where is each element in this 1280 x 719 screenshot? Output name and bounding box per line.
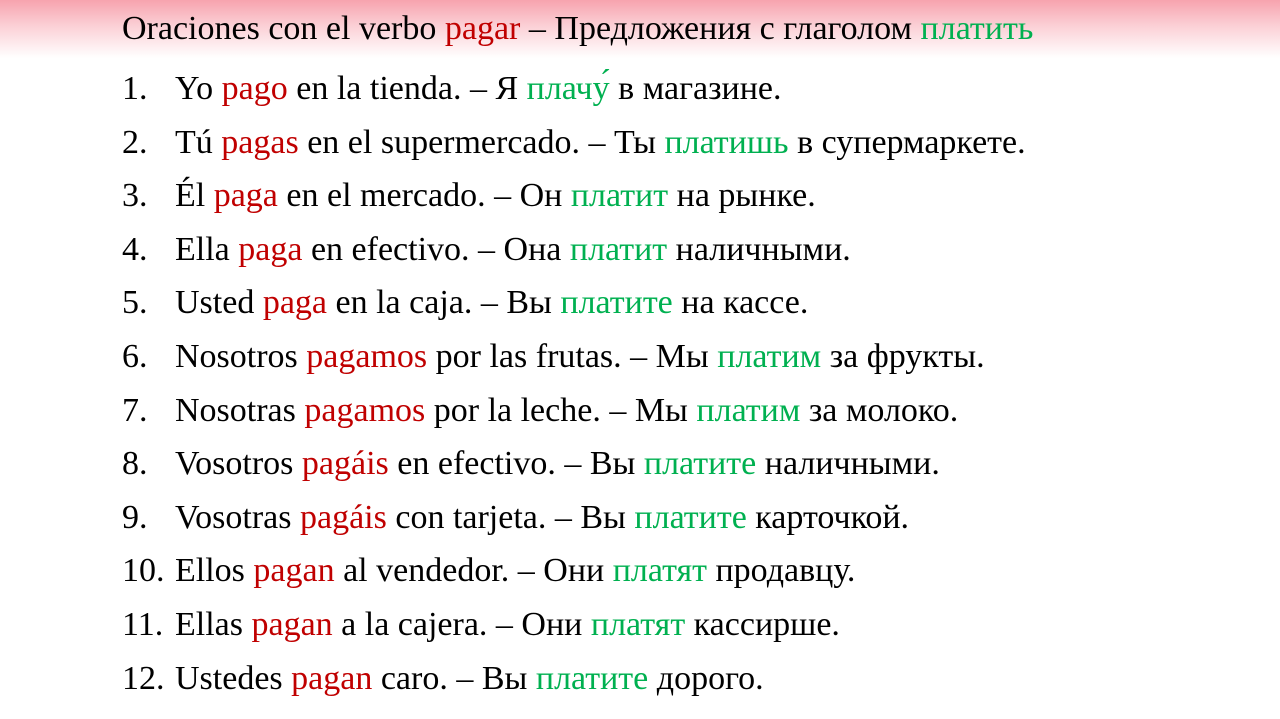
- spanish-subject: Vosotros: [175, 445, 302, 483]
- sentence-number: 11.: [122, 605, 164, 643]
- sentence-middle: en el mercado. – Он: [277, 177, 571, 215]
- spanish-verb: pagamos: [306, 337, 428, 375]
- russian-verb: платим: [717, 337, 822, 375]
- sentence-middle: en la tienda. – Я: [287, 70, 527, 107]
- title-spanish-part: Oraciones con el verbo: [122, 10, 445, 47]
- sentence-middle: en efectivo. – Вы: [388, 445, 644, 483]
- sentence-text: [175, 169, 816, 223]
- sentence-text: [175, 330, 985, 384]
- russian-verb: платит: [569, 230, 668, 268]
- sentence-text: [175, 652, 764, 706]
- spanish-subject: Él: [175, 177, 214, 215]
- sentence-text: [175, 223, 851, 277]
- russian-ending: в супермаркете.: [788, 123, 1026, 161]
- title-verb-russian: платить: [920, 10, 1034, 47]
- sentence-number: 7.: [122, 391, 148, 429]
- sentence-text: [175, 276, 808, 330]
- russian-verb: платите: [560, 284, 673, 322]
- sentence-text: [175, 544, 855, 598]
- spanish-subject: Ellas: [175, 605, 252, 643]
- spanish-subject: Ella: [175, 230, 239, 268]
- russian-verb: платит: [570, 177, 669, 215]
- slide-title: [122, 9, 1033, 49]
- sentence-middle: por las frutas. – Мы: [427, 337, 718, 375]
- spanish-verb: pagáis: [300, 498, 387, 536]
- sentence-middle: en efectivo. – Она: [302, 230, 570, 268]
- sentence-middle: en el supermercado. – Ты: [298, 123, 665, 161]
- sentence-number: 10.: [122, 552, 165, 590]
- russian-verb: плачу́: [526, 70, 610, 107]
- spanish-subject: Nosotros: [175, 337, 307, 375]
- sentence-middle: en la caja. – Вы: [327, 284, 561, 322]
- sentence-number: 12.: [122, 659, 165, 697]
- sentence-middle: al vendedor. – Они: [334, 552, 613, 590]
- russian-ending: кассирше.: [685, 605, 840, 643]
- spanish-verb: pagan: [291, 659, 373, 697]
- spanish-verb: pagáis: [301, 445, 389, 483]
- spanish-subject: Nosotras: [175, 391, 305, 429]
- sentence-text: [175, 437, 940, 491]
- spanish-subject: Usted: [175, 284, 263, 322]
- sentence-middle: caro. – Вы: [372, 659, 536, 697]
- sentence-number: 3.: [122, 177, 148, 215]
- spanish-verb: pagas: [221, 123, 299, 161]
- russian-ending: на рынке.: [668, 177, 816, 215]
- spanish-verb: paga: [262, 284, 328, 322]
- russian-verb: платим: [696, 391, 801, 429]
- russian-verb: платят: [590, 605, 686, 643]
- russian-ending: дорого.: [648, 659, 764, 697]
- russian-verb: платите: [634, 498, 747, 536]
- spanish-verb: pagamos: [304, 391, 426, 429]
- russian-ending: наличными.: [667, 230, 851, 268]
- sentence-text: [175, 116, 1026, 170]
- sentence-number: 4.: [122, 230, 148, 268]
- russian-verb: платите: [643, 445, 757, 483]
- sentence-text: [175, 598, 840, 652]
- russian-verb: платишь: [664, 123, 789, 161]
- sentence-number: 1.: [122, 70, 148, 107]
- russian-ending: на кассе.: [672, 284, 809, 322]
- spanish-subject: Ellos: [175, 552, 254, 590]
- spanish-subject: Yo: [175, 70, 222, 107]
- sentence-middle: por la leche. – Мы: [425, 391, 697, 429]
- sentence-number: 8.: [122, 445, 148, 483]
- title-russian-part: – Предложения с глаголом: [520, 10, 921, 47]
- russian-verb: платите: [535, 659, 649, 697]
- spanish-verb: pago: [221, 70, 288, 107]
- sentence-number: 9.: [122, 498, 148, 536]
- sentence-middle: con tarjeta. – Вы: [386, 498, 635, 536]
- sentence-text: [175, 62, 782, 116]
- russian-ending: в магазине.: [609, 70, 782, 107]
- russian-ending: за молоко.: [800, 391, 959, 429]
- russian-verb: платят: [612, 552, 707, 590]
- russian-ending: карточкой.: [746, 498, 910, 536]
- spanish-verb: paga: [213, 177, 278, 215]
- sentence-number: 5.: [122, 284, 148, 322]
- russian-ending: продавцу.: [706, 552, 856, 590]
- sentence-middle: a la cajera. – Они: [332, 605, 591, 643]
- spanish-subject: Ustedes: [175, 659, 292, 697]
- sentence-text: [175, 384, 958, 438]
- spanish-verb: pagan: [251, 605, 333, 643]
- sentence-number: 6.: [122, 337, 148, 375]
- sentence-text: [175, 491, 909, 545]
- title-verb-spanish: pagar: [444, 10, 521, 47]
- spanish-verb: pagan: [253, 552, 335, 590]
- russian-ending: наличными.: [756, 445, 940, 483]
- spanish-verb: paga: [238, 230, 303, 268]
- russian-ending: за фрукты.: [821, 337, 985, 375]
- spanish-subject: Tú: [175, 123, 222, 161]
- sentence-number: 2.: [122, 123, 148, 161]
- spanish-subject: Vosotras: [175, 498, 300, 536]
